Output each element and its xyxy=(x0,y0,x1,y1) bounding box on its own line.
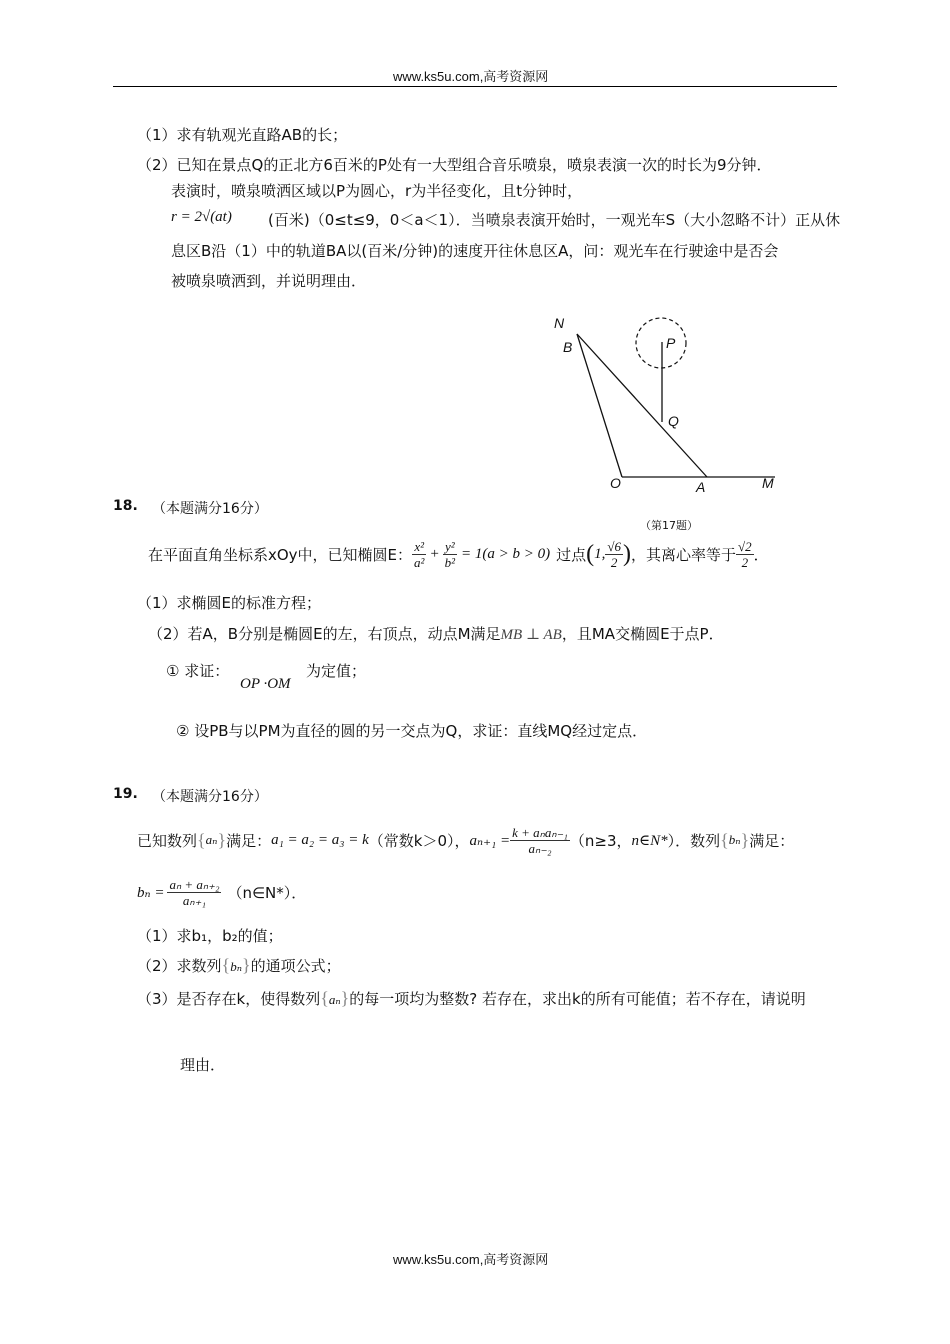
q18-sub2: ② 设PB与以PM为直径的圆的另一交点为Q，求证：直线MQ经过定点． xyxy=(176,722,648,740)
point-x: 1, xyxy=(594,545,606,562)
q17-part2-line2: 表演时，喷泉喷洒区域以P为圆心，r为半径变化，且t分钟时， xyxy=(171,182,583,200)
q18-dot-product: OP ·OM xyxy=(240,676,291,692)
q18-sub1: ① 求证： xyxy=(166,662,230,680)
seq-a: aₙ xyxy=(205,832,218,847)
q19-part3-end: 理由． xyxy=(180,1056,226,1074)
label-Q: Q xyxy=(668,413,679,429)
q19-b-definition: bₙ = $\frac{\text{aₙ + aₙ₊₂}}{\text{aₙ₊₁}}$ （n∈N*）． xyxy=(137,876,307,908)
q18-intro-a: 在平面直角坐标系xOy中，已知椭圆E： xyxy=(148,545,413,564)
q17-part2-line4: 息区B沿（1）中的轨道BA以(百米/分钟)的速度开往休息区A，问：观光车在行驶途中是否会 xyxy=(171,242,779,260)
q17-part2-line5: 被喷泉喷洒到，并说明理由． xyxy=(171,272,367,290)
q18-number: 18. xyxy=(113,498,138,514)
q17-figure-caption: （第17题） xyxy=(640,519,698,532)
label-A: A xyxy=(696,479,706,495)
q19-number: 19. xyxy=(113,786,138,802)
q19-score: （本题满分16分） xyxy=(152,789,268,805)
q17-part2-line3: (百米)（0≤t≤9，0＜a＜1）．当喷泉表演开始时，一观光车S（大小忽略不计）正从休 xyxy=(268,211,841,229)
line-ON xyxy=(577,334,622,477)
q18-intro-c: ，其离心率等于 xyxy=(631,545,737,564)
q18-intro: 在平面直角坐标系xOy中，已知椭圆E： $\frac{\text{x²}}{\text{a²}}$ + $\frac{\text{y²}}{\text{b²}}$ = 1(a > b > 0) 过点 ( 1, $\frac{√6}{2}$ ) ，其离心率等于 $\frac{√2}{2}$ ． xyxy=(148,538,769,570)
q18-condition: MB ⊥ AB xyxy=(500,627,562,643)
eccentricity: $\frac{√2}{2}$ xyxy=(738,538,752,570)
q19-part3: （3）是否存在k，使得数列{aₙ}的每一项均为整数? 若存在，求出k的所有可能值；若不存在，请说明 xyxy=(137,988,806,1008)
q18-part2: （2）若A，B分别是椭圆E的左，右顶点，动点M满足MB ⊥ AB，且MA交椭圆E于点P． xyxy=(148,625,724,643)
q19-intro: 已知数列 { aₙ } 满足： a₁ = a₂ = a₃ = k （常数k＞0）， aₙ₊₁ = $\frac{\text{k + aₙaₙ₋₁}}{\text{aₙ₋₂}}$ （n≥3， n∈N* ）．数列 { bₙ } 满足： xyxy=(137,824,795,856)
q18-part1: （1）求椭圆E的标准方程； xyxy=(137,594,322,612)
natural-cond: n∈N* xyxy=(631,832,668,849)
recurrence-fraction: $\frac{\text{k + aₙaₙ₋₁}}{\text{aₙ₋₂}}$ xyxy=(512,824,568,856)
q17-part2-line1: （2）已知在景点Q的正北方6百米的P处有一大型组合音乐喷泉，喷泉表演一次的时长为9分钟． xyxy=(137,156,772,174)
q18-intro-b: 过点 xyxy=(556,545,587,564)
page-header: www.ks5u.com,高考资源网 xyxy=(393,69,549,84)
b-fraction: $\frac{\text{aₙ + aₙ₊₂}}{\text{aₙ₊₁}}$ xyxy=(169,876,220,908)
line-BA xyxy=(577,334,707,477)
ellipse-y-term: $\frac{\text{y²}}{\text{b²}}$ xyxy=(444,538,455,570)
q19-part2: （2）求数列{bₙ}的通项公式； xyxy=(137,955,341,975)
label-N: N xyxy=(554,315,565,331)
recurrence-lhs: aₙ₊₁ = xyxy=(469,832,511,849)
q18-sub1-tail: 为定值； xyxy=(306,662,367,680)
seq-b: bₙ xyxy=(728,832,741,847)
initial-values: a₁ = a₂ = a₃ = k xyxy=(271,831,369,848)
q18-score: （本题满分16分） xyxy=(152,501,268,517)
q17-radius-formula: r = 2√(at) xyxy=(171,209,232,225)
fountain-circle xyxy=(636,318,686,368)
point-y: $\frac{√6}{2}$ xyxy=(607,538,621,570)
ellipse-rhs: = 1(a > b > 0) xyxy=(460,545,551,562)
q17-figure xyxy=(540,310,800,510)
q19-part1: （1）求b₁，b₂的值； xyxy=(137,927,283,945)
header-rule xyxy=(113,86,837,87)
label-B: B xyxy=(563,339,573,355)
page-footer: www.ks5u.com,高考资源网 xyxy=(393,1252,549,1267)
label-P: P xyxy=(666,335,676,351)
ellipse-x-term: $\frac{\text{x²}}{\text{a²}}$ xyxy=(414,538,425,570)
q17-part1: （1）求有轨观光直路AB的长； xyxy=(137,126,348,144)
label-M: M xyxy=(762,475,774,491)
label-O: O xyxy=(610,475,621,491)
